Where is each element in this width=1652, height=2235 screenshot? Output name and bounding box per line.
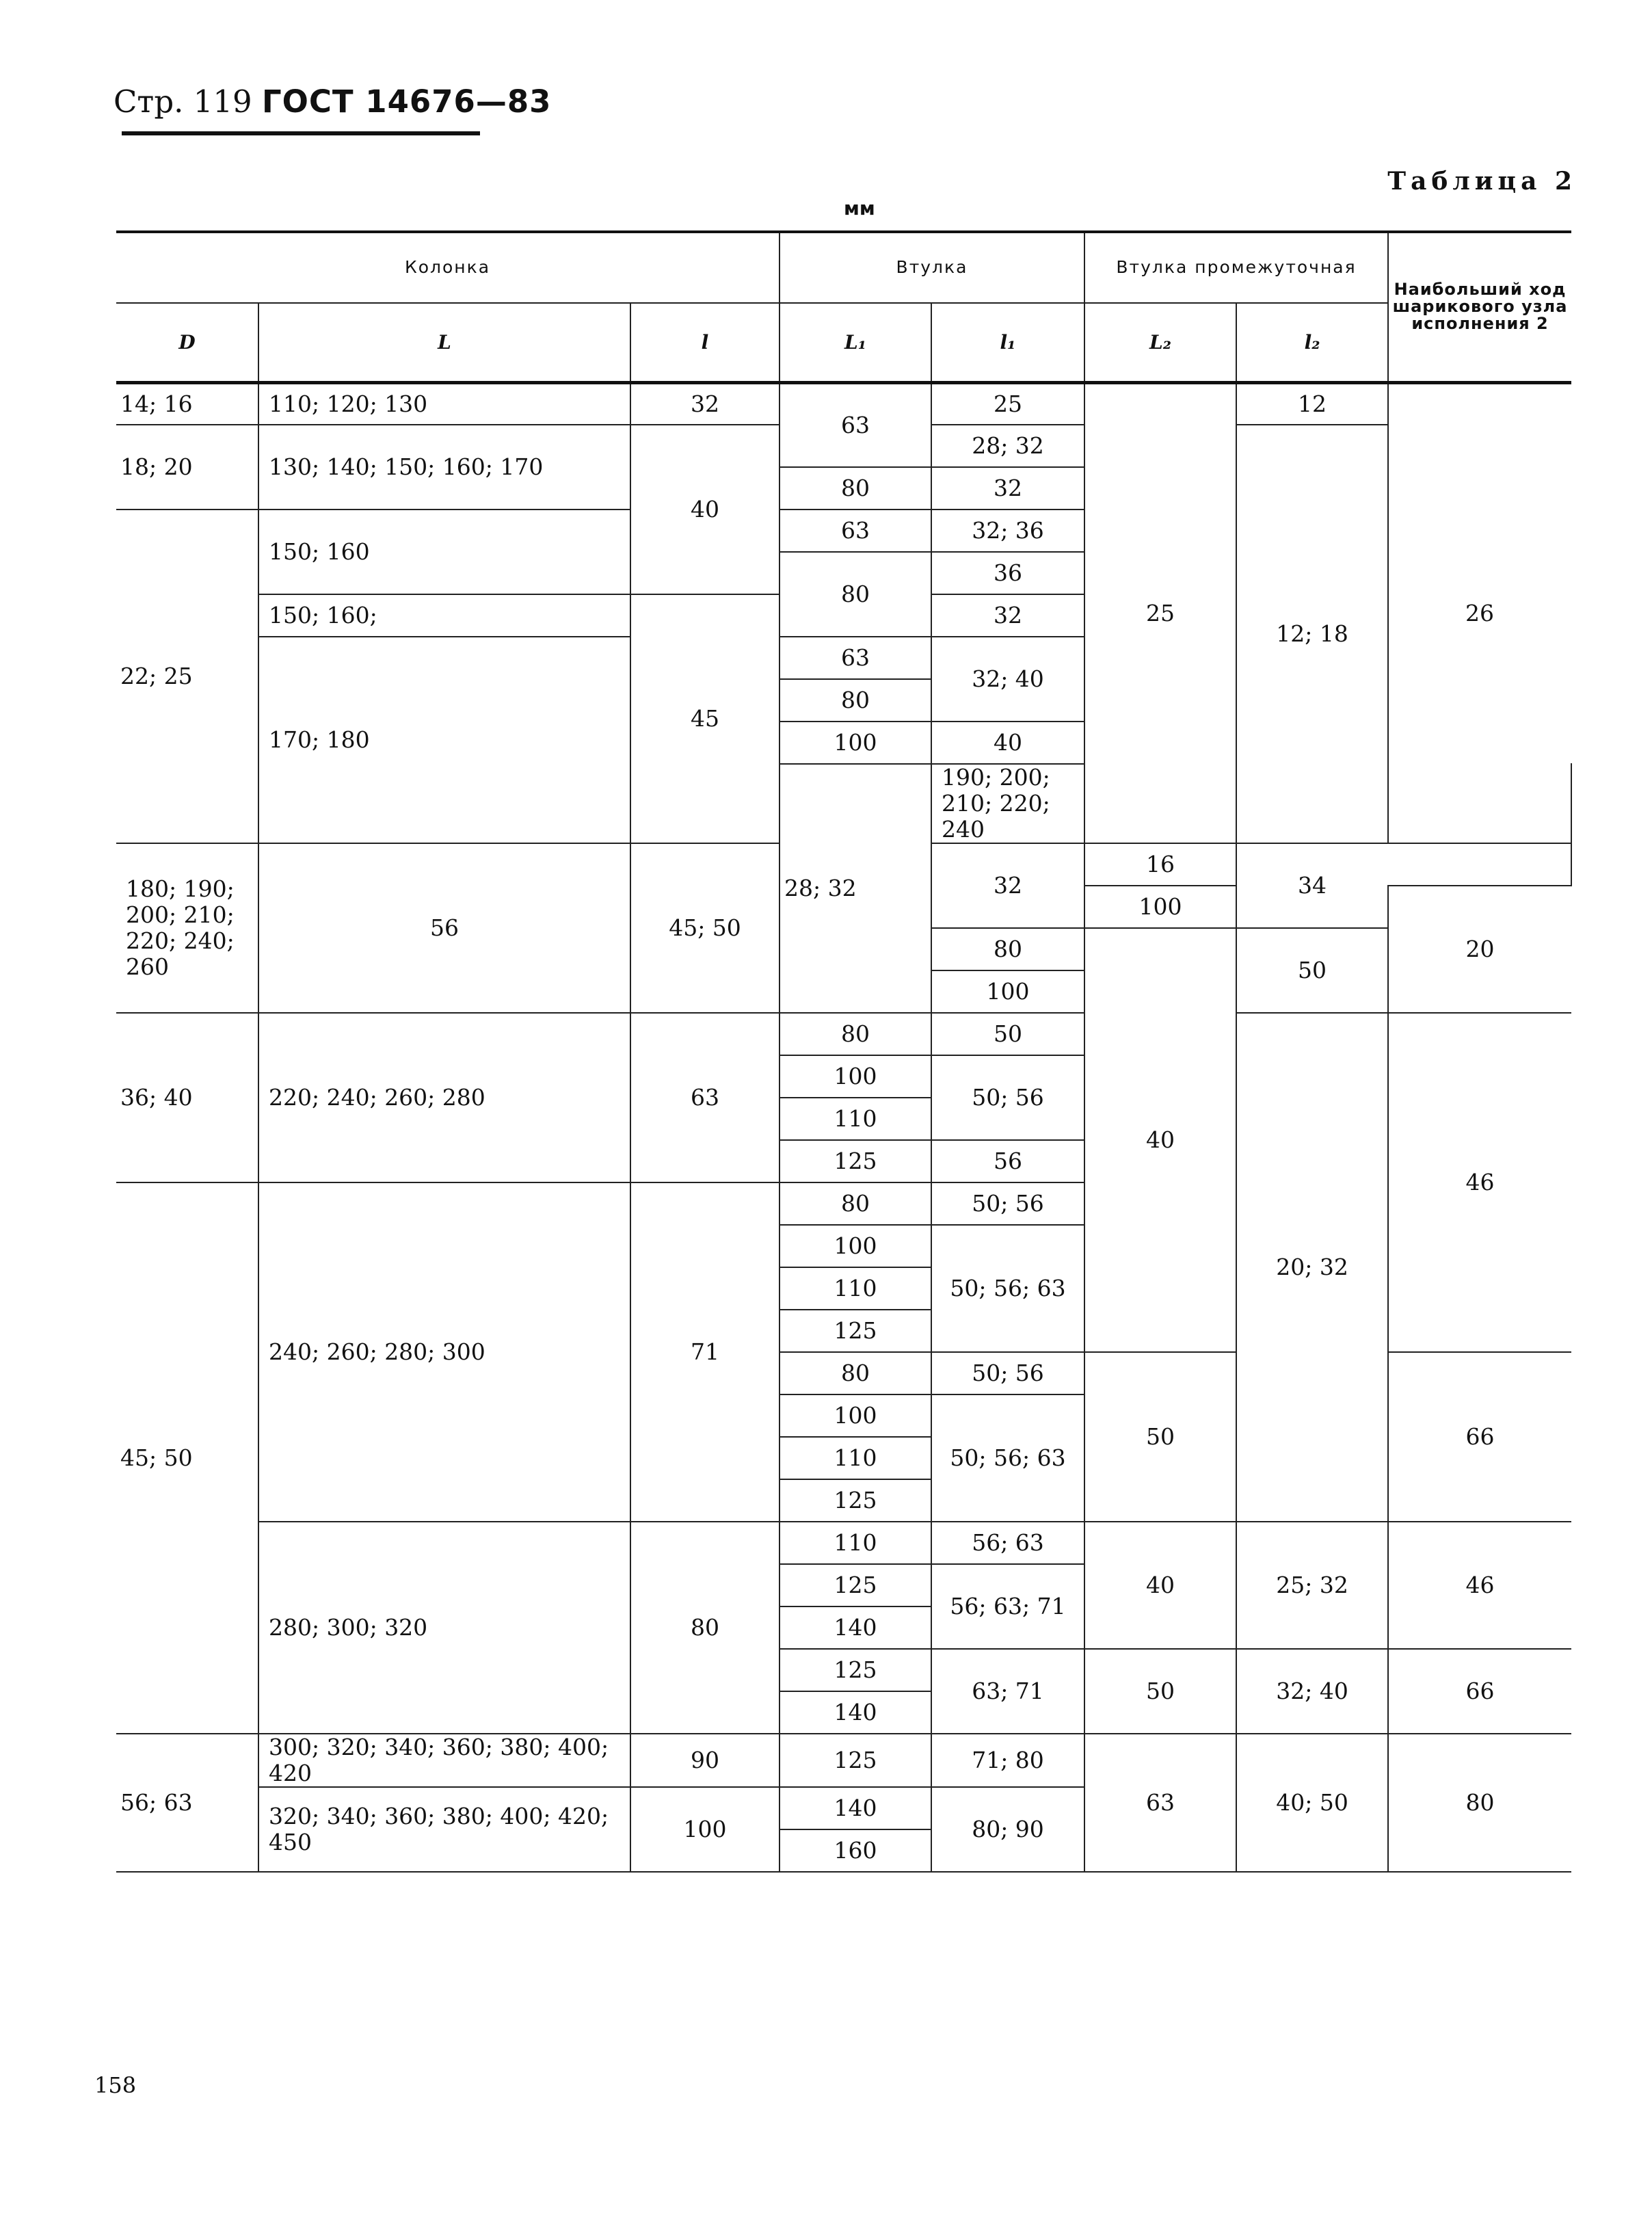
cell-L1: 100 (780, 1055, 931, 1098)
cell-L1: 125 (780, 1734, 931, 1787)
cell-L1: 125 (780, 1564, 931, 1606)
cell-stroke: 26 (1388, 382, 1571, 843)
page-number: 158 (94, 2072, 137, 2098)
cell-l1: 50; 56; 63 (931, 1394, 1084, 1522)
cell-l: 90 (630, 1734, 780, 1787)
cell-l2: 16 (1084, 843, 1236, 886)
header-underline (122, 131, 480, 135)
cell-stroke: 66 (1388, 1352, 1571, 1522)
table-label: Таблица 2 (1387, 167, 1577, 196)
cell-L1: 63 (780, 382, 931, 467)
cell-L1: 110 (780, 1522, 931, 1564)
cell-l1: 36 (931, 552, 1084, 594)
cell-l1: 32 (931, 467, 1084, 510)
cell-L1: 80 (780, 552, 931, 637)
cell-L1: 125 (780, 1479, 931, 1522)
cell-L: 220; 240; 260; 280 (258, 1013, 630, 1182)
cell-l1: 40 (931, 722, 1084, 764)
cell-L: 150; 160; (258, 594, 630, 637)
cell-l1: 50; 56 (931, 1352, 1084, 1394)
cell-L1: 63 (780, 637, 931, 679)
cell-L1: 80 (780, 679, 931, 722)
cell-L1: 125 (780, 1310, 931, 1352)
header-max-stroke: Наибольший ход шарикового узла исполнения 2 (1388, 232, 1571, 382)
cell-L: 180; 190; 200; 210; 220; 240; 260 (116, 843, 258, 1013)
dimensions-table (116, 230, 1571, 1873)
cell-stroke: 50 (1236, 928, 1388, 1013)
page-prefix: Стр. 119 (114, 83, 252, 120)
cell-L: 280; 300; 320 (258, 1522, 630, 1734)
cell-l2: 20 (1388, 886, 1571, 1013)
cell-D: 28; 32 (780, 764, 931, 1013)
cell-l1: 25 (931, 382, 1084, 425)
cell-L2: 50 (1084, 1649, 1236, 1734)
cell-D: 45; 50 (116, 1182, 258, 1734)
cell-l: 63 (630, 1013, 780, 1182)
cell-L1: 100 (1084, 886, 1236, 928)
cell-L: 320; 340; 360; 380; 400; 420; 450 (258, 1787, 630, 1872)
cell-L1: 63 (780, 510, 931, 552)
cell-stroke: 66 (1388, 1649, 1571, 1734)
group-header-vtulka: Втулка (780, 232, 1084, 303)
cell-l1: 56 (931, 1140, 1084, 1182)
cell-l1: 56; 63 (931, 1522, 1084, 1564)
cell-D: 36; 40 (116, 1013, 258, 1182)
cell-l1: 50; 56 (931, 1055, 1084, 1140)
cell-l2: 12; 18 (1236, 425, 1388, 843)
group-header-vtulka-promezh: Втулка промежуточная (1084, 232, 1388, 303)
cell-l2: 25; 32 (1236, 1522, 1388, 1649)
cell-l1: 80; 90 (931, 1787, 1084, 1872)
cell-L1: 140 (780, 1691, 931, 1734)
cell-l1: 32; 40 (931, 637, 1084, 722)
cell-l1: 32; 36 (931, 510, 1084, 552)
cell-l1: 28; 32 (931, 425, 1084, 467)
cell-L1: 80 (780, 467, 931, 510)
cell-l2: 20; 32 (1236, 1013, 1388, 1522)
cell-l1: 50; 56 (931, 1182, 1084, 1225)
cell-L1: 80 (780, 1352, 931, 1394)
cell-l1: 50; 56; 63 (931, 1225, 1084, 1352)
cell-l1: 71; 80 (931, 1734, 1084, 1787)
cell-L: 130; 140; 150; 160; 170 (258, 425, 630, 510)
cell-L: 300; 320; 340; 360; 380; 400; 420 (258, 1734, 630, 1787)
units-label: мм (844, 197, 875, 220)
cell-l1: 63; 71 (931, 1649, 1084, 1734)
cell-D: 56; 63 (116, 1734, 258, 1872)
cell-D: 22; 25 (116, 510, 258, 843)
cell-L1: 125 (780, 1649, 931, 1691)
cell-l: 40 (630, 425, 780, 594)
cell-L: 190; 200; 210; 220; 240 (931, 764, 1084, 843)
col-header-l1: l₁ (931, 303, 1084, 382)
cell-L1: 100 (931, 970, 1084, 1013)
cell-L2: 63 (1084, 1734, 1236, 1872)
cell-L: 240; 260; 280; 300 (258, 1182, 630, 1522)
col-header-L1: L₁ (780, 303, 931, 382)
cell-l1: 56; 63; 71 (931, 1564, 1084, 1649)
cell-L1: 125 (780, 1140, 931, 1182)
cell-L1: 160 (780, 1829, 931, 1872)
cell-stroke: 46 (1388, 1013, 1571, 1352)
cell-l: 71 (630, 1182, 780, 1522)
page-header (114, 83, 551, 120)
cell-L: 150; 160 (258, 510, 630, 594)
cell-L1: 100 (780, 1225, 931, 1267)
cell-l1: 32 (931, 594, 1084, 637)
cell-L1: 140 (780, 1787, 931, 1829)
cell-D: 14; 16 (116, 382, 258, 425)
cell-L1: 100 (780, 1394, 931, 1437)
cell-L1: 80 (780, 1013, 931, 1055)
standard-code: ГОСТ 14676—83 (261, 83, 552, 120)
cell-l1: 45; 50 (630, 843, 780, 1013)
cell-L1: 110 (780, 1437, 931, 1479)
cell-L1: 140 (780, 1606, 931, 1649)
cell-l: 45 (630, 594, 780, 843)
col-header-L2: L₂ (1084, 303, 1236, 382)
cell-stroke: 80 (1388, 1734, 1571, 1872)
cell-L: 110; 120; 130 (258, 382, 630, 425)
group-header-kolonka: Колонка (116, 232, 780, 303)
cell-L2: 32 (931, 843, 1084, 928)
cell-stroke: 34 (1236, 843, 1388, 928)
cell-L2: 25 (1084, 382, 1236, 843)
col-header-D: D (116, 303, 258, 382)
cell-L2: 40 (1084, 928, 1236, 1352)
col-header-l2: l₂ (1236, 303, 1388, 382)
cell-l2: 40; 50 (1236, 1734, 1388, 1872)
cell-L: 170; 180 (258, 637, 630, 843)
cell-l: 80 (630, 1522, 780, 1734)
col-header-l: l (630, 303, 780, 382)
cell-L1: 100 (780, 722, 931, 764)
cell-L1: 110 (780, 1267, 931, 1310)
cell-L1: 80 (931, 928, 1084, 970)
cell-L1: 80 (780, 1182, 931, 1225)
cell-l: 32 (630, 382, 780, 425)
cell-L1: 110 (780, 1098, 931, 1140)
col-header-L: L (258, 303, 630, 382)
cell-l: 56 (258, 843, 630, 1013)
cell-l2: 12 (1236, 382, 1388, 425)
cell-stroke: 46 (1388, 1522, 1571, 1649)
cell-D: 18; 20 (116, 425, 258, 510)
cell-L2: 40 (1084, 1522, 1236, 1649)
cell-l1: 50 (931, 1013, 1084, 1055)
cell-L2: 50 (1084, 1352, 1236, 1522)
cell-l2: 32; 40 (1236, 1649, 1388, 1734)
cell-l: 100 (630, 1787, 780, 1872)
